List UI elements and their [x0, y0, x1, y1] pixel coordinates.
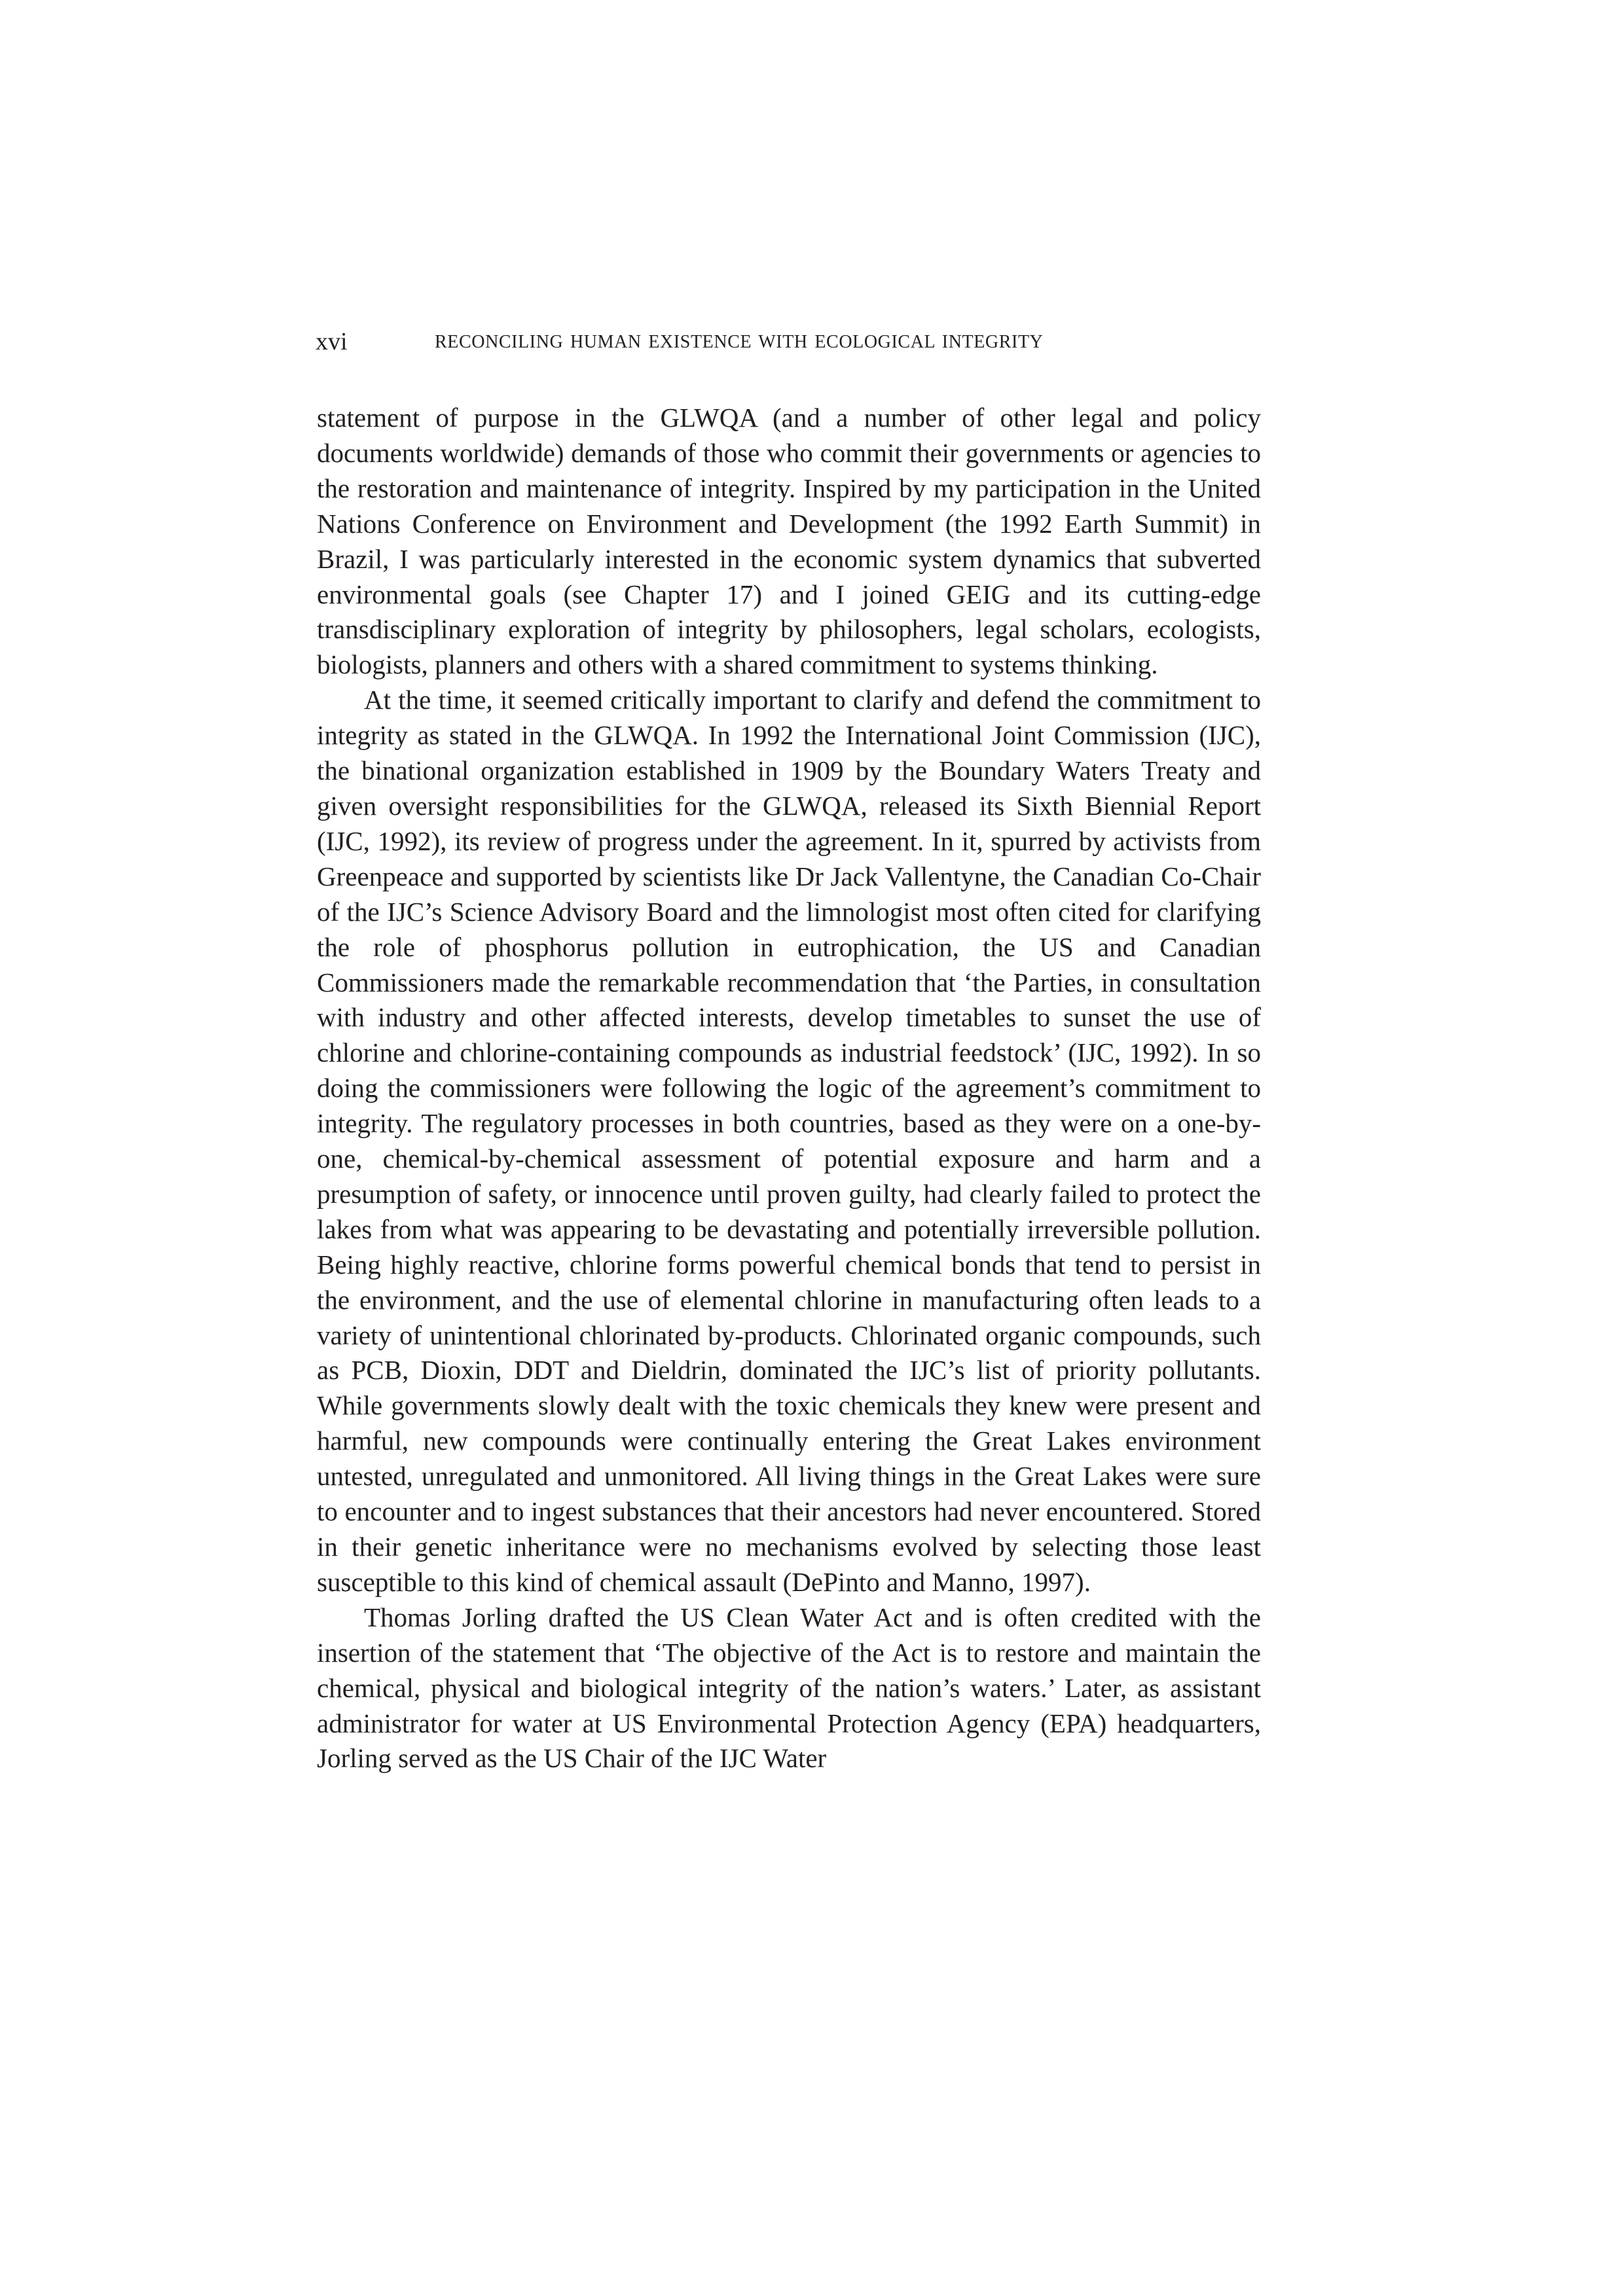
paragraph-2: At the time, it seemed critically important to clarify and defend the commitment to integrity as stated in the GLWQA. In 1992 the International Joint Commission (IJC), the binational organization established in 1909 by the Boundary Waters Treaty and given oversight responsibilities for the GLWQA, released its Sixth Biennial Report (IJC, 1992), its review of progress under the agreement. In it, spurred by activists from Greenpeace and supported by scientists like Dr Jack Vallentyne, the Canadian Co-Chair of the IJC’s Science Advisory Board and the limnologist most often cited for clarifying the role of phosphorus pollution in eutrophication, the US and Canadian Commissioners made the remarkable recommendation that ‘the Parties, in consultation with industry and other affected interests, develop timetables to sunset the use of chlorine and chlorine-containing compounds as industrial feedstock’ (IJC, 1992). In so doing the commissioners were following the logic of the agreement’s commitment to integrity. The regulatory processes in both countries, based as they were on a one-by-one, chemical-by-chemical assessment of potential exposure and harm and a presumption of safety, or innocence until proven guilty, had clearly failed to protect the lakes from what was appearing to be devastating and potentially irreversible pollution. Being highly reactive, chlorine forms powerful chemical bonds that tend to persist in the environment, and the use of elemental chlorine in manufacturing often leads to a variety of unintentional chlorinated by-products. Chlorinated organic compounds, such as PCB, Dioxin, DDT and Dieldrin, dominated the IJC’s list of priority pollutants. While governments slowly dealt with the toxic chemicals they knew were present and harmful, new compounds were continually entering the Great Lakes environment untested, unregulated and unmonitored. All living things in the Great Lakes were sure to encounter and to ingest substances that their ancestors had never encountered. Stored in their genetic inheritance were no mechanisms evolved by selecting those least susceptible to this kind of chemical assault (DePinto and Manno, 1997). — [317, 685, 1261, 1597]
paragraph-3: Thomas Jorling drafted the US Clean Water Act and is often credited with the insertion of the statement that ‘The objective of the Act is to restore and maintain the chemical, physical and biological integrity of the nation’s waters.’ Later, as assistant administrator for water at US Environmental Protection Agency (EPA) headquarters, Jorling served as the US Chair of the IJC Water — [317, 1602, 1261, 1774]
page-number: xvi — [316, 328, 348, 355]
running-head — [316, 325, 1232, 358]
running-title: RECONCILING HUMAN EXISTENCE WITH ECOLOGICAL INTEGRITY — [435, 332, 1044, 352]
body-text — [317, 401, 1261, 1776]
paragraph-1: statement of purpose in the GLWQA (and a number of other legal and policy documents worldwide) demands of those who commit their governments or agencies to the restoration and maintenance of integrity. Inspired by my participation in the United Nations Conference on Environment and Development (the 1992 Earth Summit) in Brazil, I was particularly interested in the economic system dynamics that subverted environmental goals (see Chapter 17) and I joined GEIG and its cutting-edge transdisciplinary exploration of integrity by philosophers, legal scholars, ecologists, biologists, planners and others with a shared commitment to systems thinking. — [317, 403, 1261, 680]
